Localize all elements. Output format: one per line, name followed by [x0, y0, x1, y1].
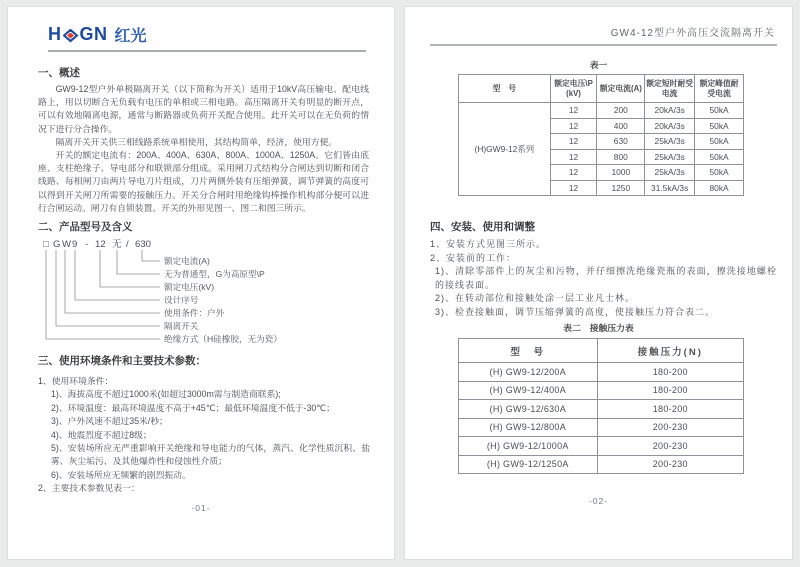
model-symbol: □: [43, 239, 49, 250]
list-item: 1)、海拔高度不超过1000米(如超过3000m需与制造商联系);: [51, 389, 281, 400]
list-item: 1、安装方式见图三所示。: [430, 239, 547, 249]
page-02: [404, 6, 793, 560]
cell: 50kA: [695, 118, 744, 134]
cell: 400: [597, 118, 645, 134]
cell: (H) GW9-12/200A: [459, 363, 598, 382]
table-1-caption: 表一: [589, 60, 608, 70]
model-symbol: 630: [135, 239, 152, 250]
cell: 50kA: [695, 165, 744, 181]
cell: (H) GW9-12/1000A: [459, 437, 598, 456]
model-label: 绝缘方式（H硅橡胶，无为瓷）: [164, 334, 282, 344]
list-item: 3)、检查接触面，调节压缩弹簧的高度，使接触压力符合表二。: [435, 306, 716, 317]
list-item: 2、安装前的工作：: [430, 252, 517, 263]
cell: 1000: [597, 165, 645, 181]
list-item: 4)、地震烈度不超过8级；: [51, 429, 152, 440]
page-number: -02-: [588, 496, 609, 506]
column-header: 额定电压\P(kV): [550, 75, 597, 103]
cell: 20kA/3s: [645, 103, 695, 119]
model-symbol: 12: [95, 239, 106, 250]
list-item: 6)、安装场所应无频繁的剧烈振动。: [51, 469, 191, 480]
section-2-title: 二、产品型号及含义: [38, 221, 133, 233]
cell: 12: [550, 165, 597, 181]
header-rule: [48, 50, 366, 52]
cell: 50kA: [695, 103, 744, 119]
cell: 630: [597, 134, 645, 150]
section-3-title: 三、使用环境条件和主要技术参数：: [38, 355, 206, 367]
cell: 200: [597, 103, 645, 119]
model-label: 无为普通型，G为高原型\P: [164, 269, 265, 279]
section-3-list: [38, 375, 370, 496]
table-row: [459, 103, 744, 119]
table-ratings: [458, 74, 744, 196]
cell: 25kA/3s: [645, 134, 695, 150]
table-header-row: [459, 75, 744, 103]
connector-line: [100, 250, 160, 287]
model-symbol: 9: [72, 239, 78, 250]
section-4-list: [430, 238, 777, 320]
cell: 200-230: [597, 437, 743, 456]
model-symbol: 无: [112, 239, 122, 250]
connector-line: [142, 250, 160, 261]
list-item: 1)、清除零部件上的灰尘和污物，并仔细擦洗绝缘瓷瓶的表面，擦洗接地螺栓的接线表面。: [435, 266, 777, 290]
list-item: 2)、环境温度：最高环境温度不高于+45℃；最低环境温度不低于-30℃；: [51, 402, 335, 413]
logo-letters-gn: GN: [79, 24, 108, 44]
model-label: 隔离开关: [164, 321, 199, 331]
column-header: 额定短时耐受电流: [645, 75, 695, 103]
cell: 20kA/3s: [645, 118, 695, 134]
column-header: 额定电流(A): [597, 75, 645, 103]
column-header: 型 号: [459, 75, 551, 103]
model-symbol: W: [62, 239, 72, 250]
column-header: 额定峰值耐受电流: [695, 75, 744, 103]
cell: 12: [550, 118, 597, 134]
logo-chinese-name: 红光: [114, 28, 147, 45]
cell: (H) GW9-12/800A: [459, 418, 598, 437]
logo-diamond-icon: [63, 29, 79, 43]
brand-logo: [48, 23, 147, 46]
model-label: 额定电压(kV): [164, 282, 215, 292]
list-item: 3)、户外风速不超过35米/秒；: [51, 416, 168, 427]
cell: 12: [550, 149, 597, 165]
column-header: 接触压力(N): [597, 339, 743, 363]
list-item: 2、主要技术参数见表一：: [38, 483, 140, 494]
model-symbol: /: [126, 239, 129, 250]
cell: 25kA/3s: [645, 149, 695, 165]
column-header: 型 号: [459, 339, 598, 363]
paragraph: GW9-12型户外单极隔离开关（以下简称为开关）适用于10kV高压输电、配电线路上，用以切断合无负载有电压的单相或三相电路。高压隔离开关有明显的断开点，可以有效地隔离电源，通常与断路器或负荷开关配合使用。此开关可以在无负荷的情况下进行分合操作。: [38, 84, 369, 134]
cell: 80kA: [695, 180, 744, 196]
cell: 12: [550, 180, 597, 196]
list-item: 5)、安装场所应无严重影响开关绝缘和导电能力的气体，蒸汽、化学性质沉积、盐雾、灰尘垢污、及其他爆炸性和侵蚀性介质；: [51, 443, 370, 467]
table-row: [459, 437, 744, 456]
running-header: GW4-12型户外高压交流隔离开关: [610, 28, 775, 39]
cell: 50kA: [695, 134, 744, 150]
section-4-title: 四、安装、使用和调整: [430, 221, 535, 233]
model-code-diagram: [36, 236, 371, 348]
cell: 800: [597, 149, 645, 165]
cell: (H) GW9-12/1250A: [459, 455, 598, 474]
table-2-caption: 表二 接触压力表: [563, 323, 634, 333]
table-row: [459, 363, 744, 382]
cell: 180-200: [597, 363, 743, 382]
cell: (H) GW9-12/400A: [459, 381, 598, 400]
page-01: [7, 6, 395, 560]
table-row: [459, 418, 744, 437]
cell: 200-230: [597, 455, 743, 474]
header-rule: [430, 44, 777, 46]
cell: 12: [550, 134, 597, 150]
cell: 180-200: [597, 381, 743, 400]
cell: 25kA/3s: [645, 165, 695, 181]
section-1-title: 一、概述: [38, 67, 80, 79]
cell: 31.5kA/3s: [645, 180, 695, 196]
paragraph: 开关的额定电流有：200A、400A、630A、800A、1000A、1250A。它们皆由底座、支柱绝缘子、导电部分和联锁部分组成。采用闸刀式结构分合闸达到切断和闭合线路、每相闸刀由两片导电刀片组成，刀片两侧外装有压缩弹簧，调节弹簧的高度可以得到开关闸刀所需要的接触压力。开关分合闸时用绝缘钩棒操作机构部分便可以进行合闸运动。闸刀有自锁装置。开关的外形见图一、图二和图三所示。: [38, 150, 369, 213]
model-label: 设计序号: [164, 295, 199, 305]
paragraph: 隔离开关开关供三相线路系统单相使用，其结构简单，经济，使用方便。: [55, 136, 338, 147]
cell: 1250: [597, 180, 645, 196]
model-label: 额定电流(A): [164, 256, 210, 266]
list-item: 2)、在转动部位和接触处涂一层工业凡士林。: [435, 293, 636, 304]
cell: 50kA: [695, 149, 744, 165]
table-row: [459, 455, 744, 474]
cell: 180-200: [597, 400, 743, 419]
cell: 200-230: [597, 418, 743, 437]
model-series-cell: (H)GW9-12系列: [459, 103, 551, 196]
cell: 12: [550, 103, 597, 119]
connector-line: [65, 250, 160, 313]
model-symbol: G: [53, 239, 61, 250]
section-1-body: [38, 83, 369, 215]
list-item: 1、使用环境条件：: [38, 376, 114, 386]
logo-letter-h: H: [48, 24, 62, 44]
table-row: [459, 400, 744, 419]
table-row: [459, 381, 744, 400]
model-label: 使用条件：户外: [164, 308, 225, 318]
connector-line: [75, 250, 160, 300]
model-symbol: -: [85, 239, 89, 250]
table-header-row: [459, 339, 744, 363]
connector-line: [117, 250, 160, 274]
cell: (H) GW9-12/630A: [459, 400, 598, 419]
page-number: -01-: [191, 503, 211, 513]
table-contact-pressure: [458, 338, 744, 474]
